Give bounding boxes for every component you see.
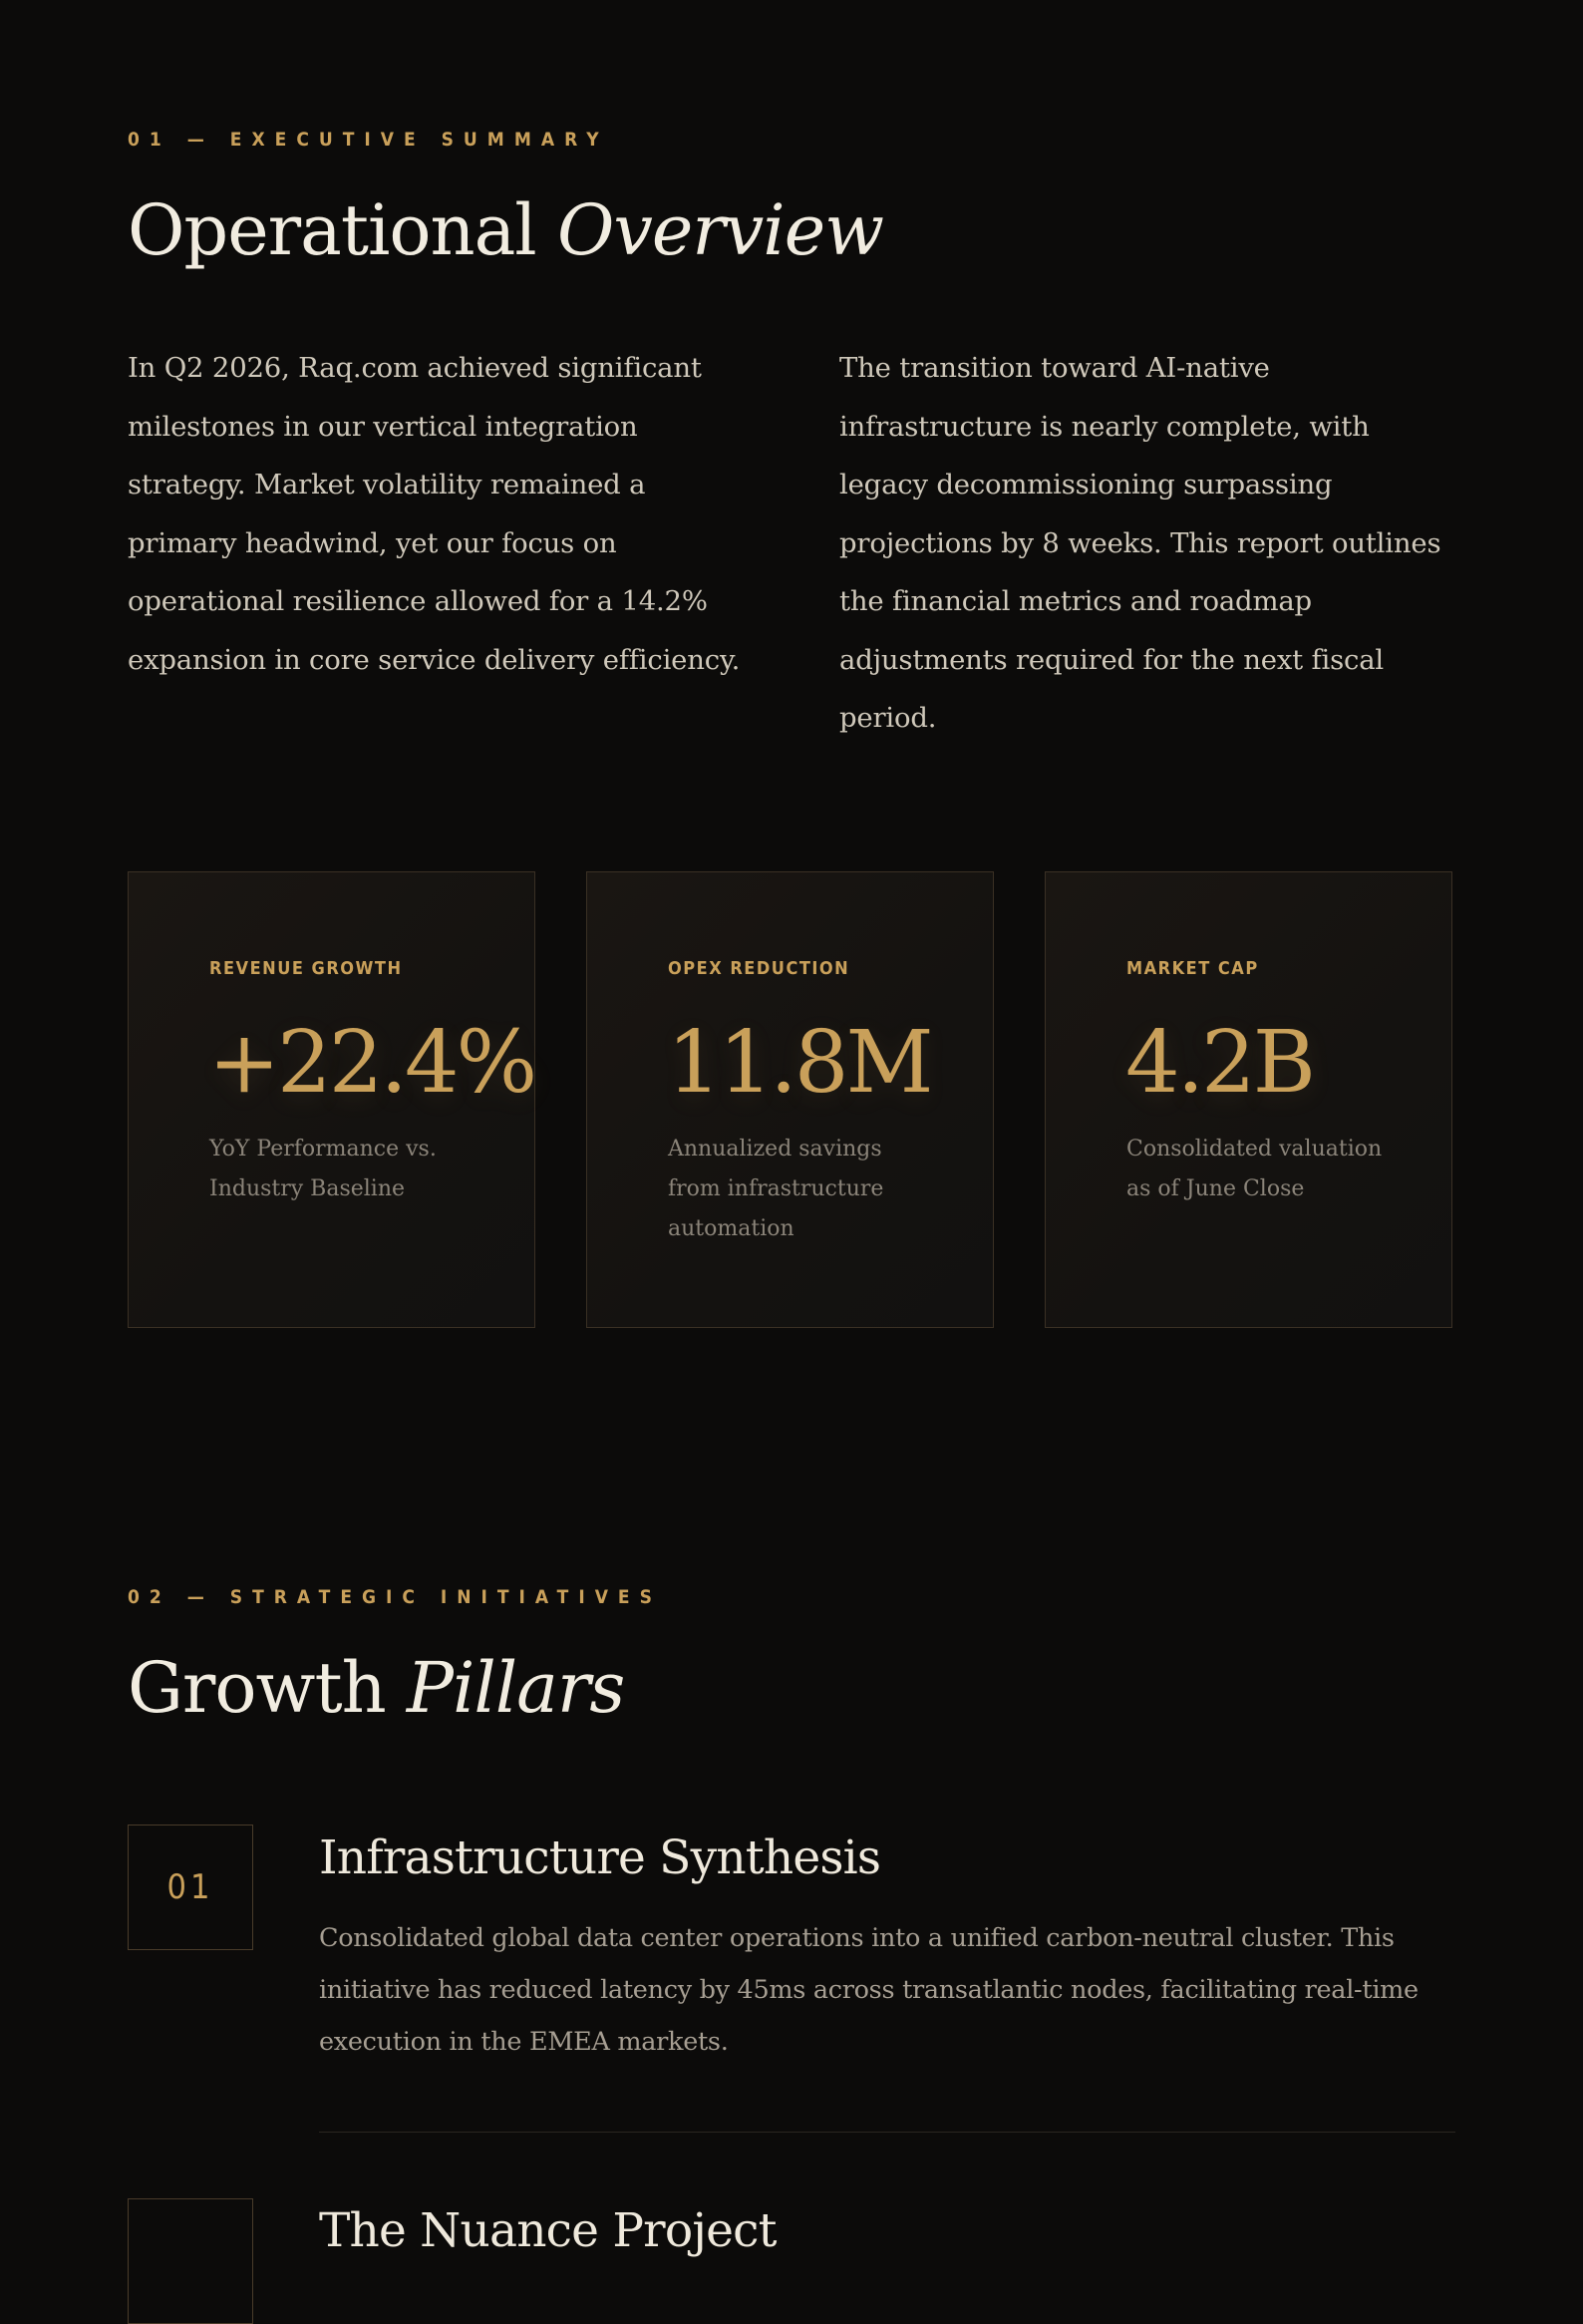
metric-value: +22.4% <box>208 1013 535 1113</box>
metric-description: Annualized savings from infrastructure automation <box>668 1137 884 1241</box>
metric-label: OPEX REDUCTION <box>668 958 850 979</box>
pillar-body: Consolidated global data center operations into a unified carbon-neutral cluster. This initiative has reduced latency by 45ms across transatlantic nodes, facilitating real-time execution in the EMEA markets. <box>319 1923 1419 2057</box>
pillar-title-infrastructure-synthesis: Infrastructure Synthesis <box>319 1830 881 1885</box>
metric-card-revenue-growth <box>128 871 535 1328</box>
page-title-operational-overview <box>128 189 884 271</box>
metric-description: Consolidated valuation as of June Close <box>1126 1137 1383 1201</box>
title-italic: Overview <box>556 189 884 271</box>
metric-value: 11.8M <box>667 1013 931 1113</box>
intro-paragraph-right: The transition toward AI-native infrastructure is nearly complete, with legacy decommissioning surpassing projections by 8 weeks. This report outlines the financial metrics and roadmap adjustments required for the next fiscal period. <box>839 352 1441 734</box>
title-plain: Operational <box>128 189 557 271</box>
title-italic: Pillars <box>406 1647 625 1729</box>
pillar-number-box <box>128 2198 253 2324</box>
title-plain: Growth <box>128 1647 407 1729</box>
pillar-number-box <box>128 1825 253 1950</box>
section-title-growth-pillars <box>128 1647 625 1729</box>
section-eyebrow-executive-summary: 01 — EXECUTIVE SUMMARY <box>128 129 609 151</box>
pillar-divider <box>319 2132 1455 2133</box>
metric-description: YoY Performance vs. Industry Baseline <box>209 1137 437 1201</box>
section-eyebrow-strategic-initiatives: 02 — STRATEGIC INITIATIVES <box>128 1586 662 1608</box>
metric-card-opex-reduction <box>586 871 994 1328</box>
pillar-title-nuance-project: The Nuance Project <box>319 2203 777 2258</box>
intro-paragraph-left: In Q2 2026, Raq.com achieved significant milestones in our vertical integration strategy. Market volatility remained a primary headwind, yet our focus on operational resilience allowed for a 14.2% expansion in core service delivery efficiency. <box>128 352 741 676</box>
metric-label: REVENUE GROWTH <box>209 958 403 979</box>
metric-label: MARKET CAP <box>1126 958 1259 979</box>
metric-value: 4.2B <box>1125 1013 1313 1113</box>
pillar-number: 01 <box>166 1867 214 1907</box>
metric-card-market-cap <box>1045 871 1452 1328</box>
